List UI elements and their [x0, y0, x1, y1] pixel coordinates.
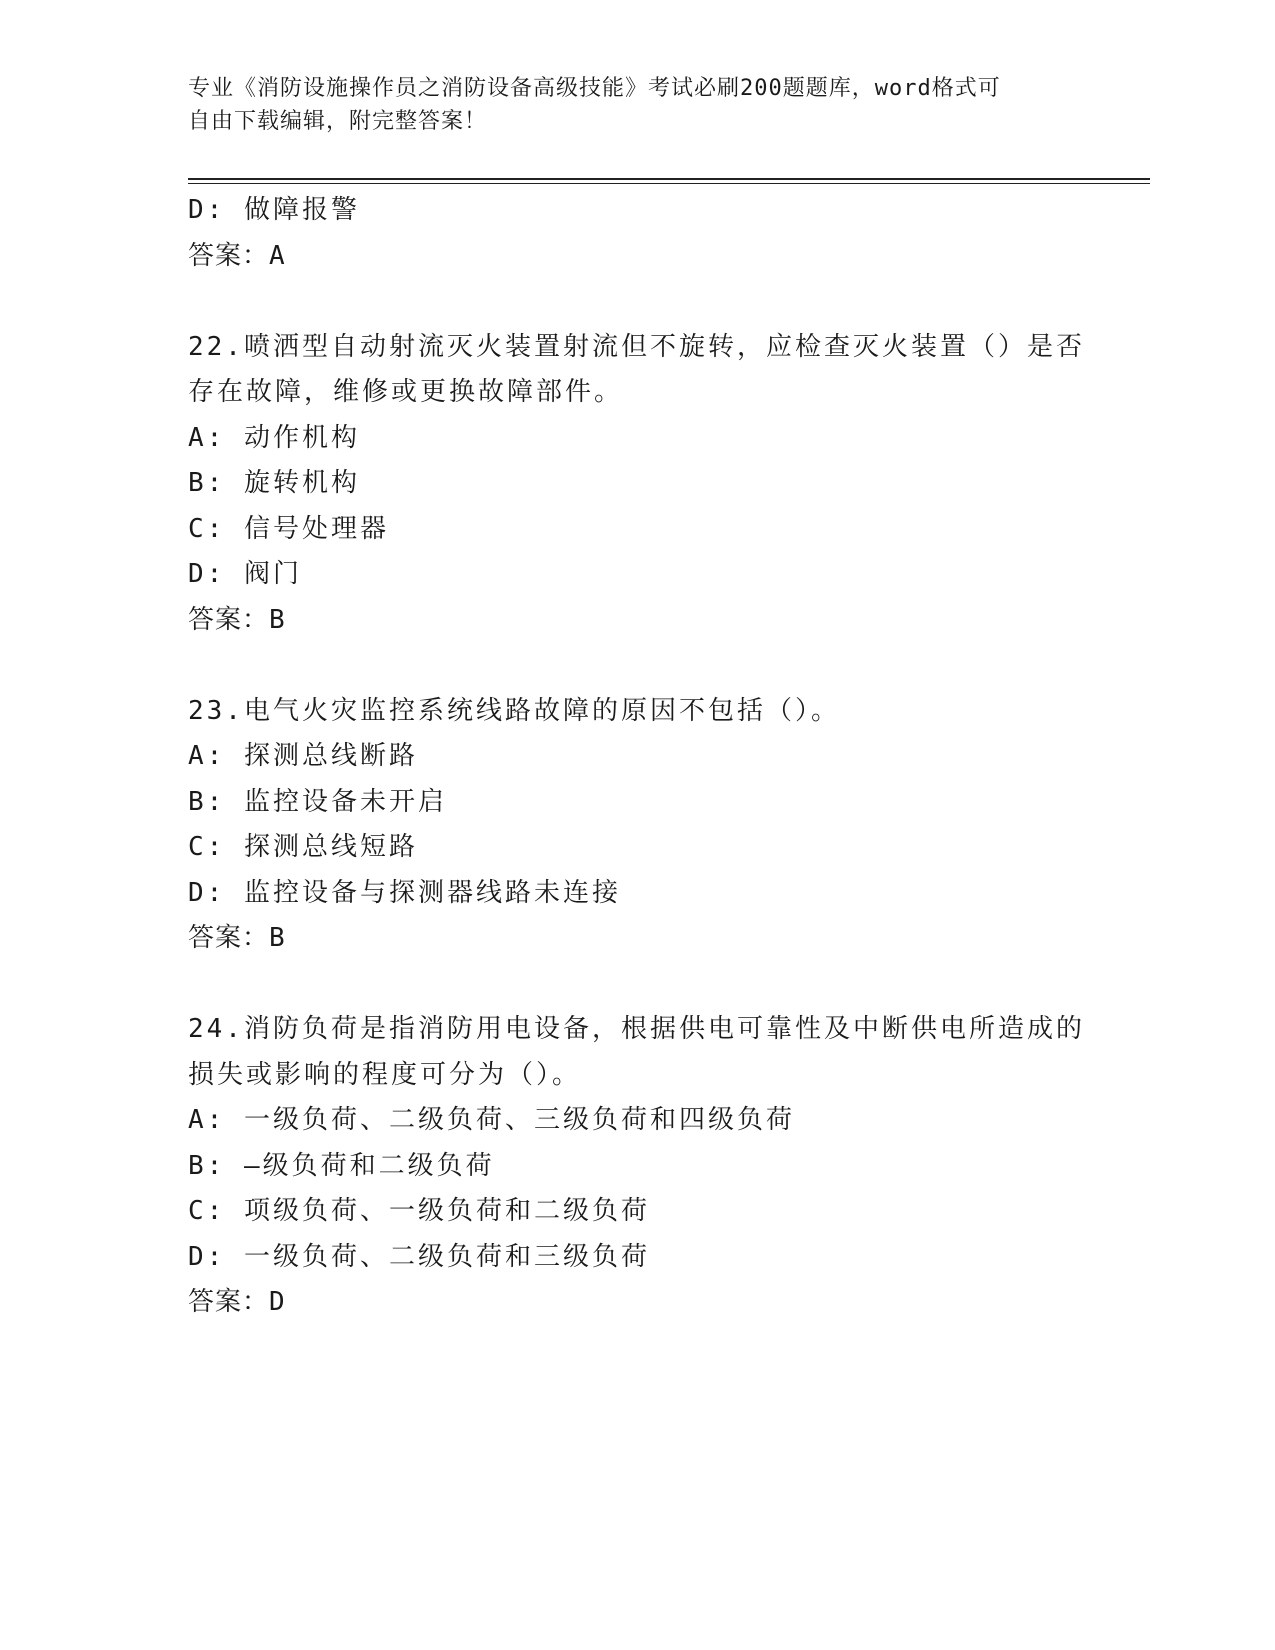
- option-c: C: 信号处理器: [188, 513, 389, 544]
- option-b: B: 监控设备未开启: [188, 786, 447, 817]
- answer: 答案：B: [188, 604, 286, 635]
- question-list: [188, 188, 1088, 1326]
- option-a: A: 一级负荷、二级负荷、三级负荷和四级负荷: [188, 1105, 795, 1135]
- answer: 答案：A: [188, 240, 286, 271]
- answer: 答案：B: [188, 923, 286, 953]
- option-d: D: 做障报警: [188, 195, 360, 225]
- option-c: C: 探测总线短路: [188, 832, 418, 862]
- option-c: C: 项级负荷、一级负荷和二级负荷: [188, 1196, 650, 1226]
- header-rule-thin: [188, 183, 1150, 184]
- question-text-line-1: 24.消防负荷是指消防用电设备，根据供电可靠性及中断供电所造成的: [188, 1014, 1085, 1044]
- question-21-tail: [188, 188, 1088, 279]
- spacer: [188, 643, 1088, 689]
- option-d: D: 监控设备与探测器线路未连接: [188, 877, 621, 908]
- option-b: B: 旋转机构: [188, 468, 360, 498]
- header-line-2: 自由下载编辑，附完整答案！: [188, 109, 488, 134]
- document-header: [188, 72, 1088, 138]
- question-text-line-1: 22.喷洒型自动射流灭火装置射流但不旋转，应检查灭火装置（）是否: [188, 331, 1085, 362]
- option-d: D: 一级负荷、二级负荷和三级负荷: [188, 1241, 650, 1272]
- option-d: D: 阀门: [188, 559, 302, 589]
- answer: 答案：D: [188, 1287, 286, 1317]
- spacer: [188, 962, 1088, 1008]
- question-text-line-2: 损失或影响的程度可分为（）。: [188, 1059, 582, 1090]
- spacer: [188, 279, 1088, 325]
- question-text-line-2: 存在故障，维修或更换故障部件。: [188, 377, 624, 407]
- option-b: B: —级负荷和二级负荷: [188, 1150, 495, 1181]
- header-line-1: 专业《消防设施操作员之消防设备高级技能》考试必刷200题题库，word格式可: [188, 76, 1001, 101]
- question-22: [188, 325, 1088, 644]
- option-a: A: 动作机构: [188, 422, 360, 453]
- question-24: [188, 1007, 1088, 1326]
- header-rule-thick: [188, 178, 1150, 180]
- question-23: [188, 689, 1088, 962]
- option-a: A: 探测总线断路: [188, 741, 418, 771]
- question-text-line-1: 23.电气火灾监控系统线路故障的原因不包括（）。: [188, 695, 840, 726]
